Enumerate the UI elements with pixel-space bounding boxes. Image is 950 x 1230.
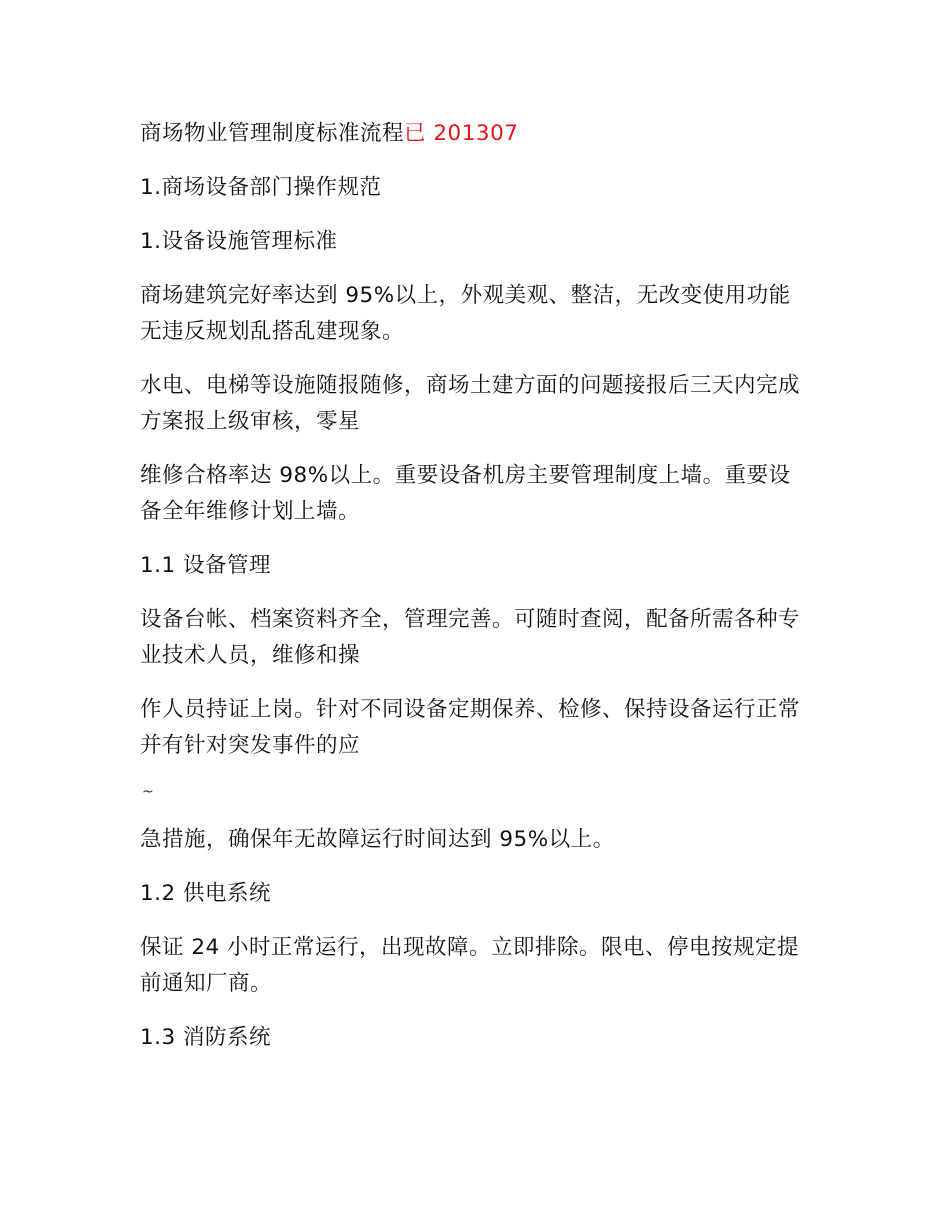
document-title xyxy=(140,116,812,152)
title-text: 商场物业管理制度标准流程 xyxy=(140,121,405,146)
section-heading-fire-system: 1.3 消防系统 xyxy=(140,1025,272,1050)
paragraph-power-supply: 保证 24 小时正常运行，出现故障。立即排除。限电、停电按规定提前通知厂商。 xyxy=(140,935,800,996)
title-version-mark: 已 201307 xyxy=(404,121,519,146)
tilde-mark: ~ xyxy=(142,784,155,800)
paragraph-equipment-records: 设备台帐、档案资料齐全，管理完善。可随时查阅，配备所需各种专业技术人员，维修和操 xyxy=(140,607,801,668)
paragraph-operator-certification: 作人员持证上岗。针对不同设备定期保养、检修、保持设备运行正常并有针对突发事件的应 xyxy=(140,697,801,758)
paragraph-emergency-measures: 急措施，确保年无故障运行时间达到 95%以上。 xyxy=(140,827,615,852)
heading-1-equipment-standard: 1.设备设施管理标准 xyxy=(140,229,338,254)
section-heading-power-supply: 1.2 供电系统 xyxy=(140,881,272,906)
section-heading-equipment-management: 1.1 设备管理 xyxy=(140,553,272,578)
document-body xyxy=(140,116,812,1074)
paragraph-building-standard: 商场建筑完好率达到 95%以上，外观美观、整洁，无改变使用功能无违反规划乱搭乱建现象。 xyxy=(140,283,791,344)
paragraph-repair-response: 水电、电梯等设施随报随修，商场土建方面的问题接报后三天内完成方案报上级审核，零星 xyxy=(140,373,801,434)
paragraph-repair-quality: 维修合格率达 98%以上。重要设备机房主要管理制度上墙。重要设备全年维修计划上墙。 xyxy=(140,463,791,524)
heading-1: 1.商场设备部门操作规范 xyxy=(140,175,382,200)
